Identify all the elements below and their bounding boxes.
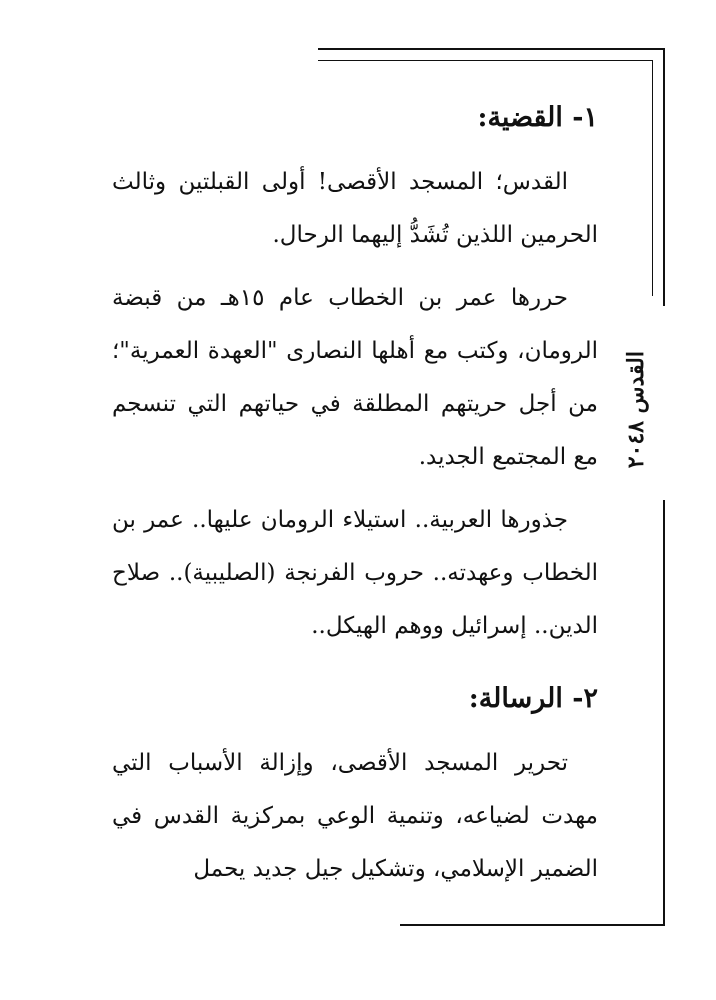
page-body — [112, 98, 598, 896]
section-1-heading: ١- القضية: — [477, 102, 598, 133]
section-1-paragraph-2: حررها عمر بن الخطاب عام ١٥هـ من قبضة الرومان، وكتب مع أهلها النصارى "العهدة العمرية"؛ من أجل حريتهم المطلقة في حياتهم التي تنسجم مع المجتمع الجديد. — [112, 285, 598, 470]
section-1-paragraph-1: القدس؛ المسجد الأقصى! أولى القبلتين وثالث الحرمين اللذين تُشَدُّ إليهما الرحال. — [112, 169, 598, 248]
frame-right-inner — [652, 60, 653, 296]
frame-top-outer — [318, 48, 665, 50]
section-2-heading: ٢- الرسالة: — [468, 683, 598, 714]
section-1-paragraph-3: جذورها العربية.. استيلاء الرومان عليها.. عمر بن الخطاب وعهدته.. حروب الفرنجة (الصليبية).. صلاح الدين.. إسرائيل ووهم الهيكل.. — [112, 507, 598, 639]
running-header-text: القدس ٢٠٤٨ — [623, 351, 649, 469]
frame-bottom-outer — [400, 924, 665, 926]
frame-right-lower-outer — [663, 500, 665, 925]
frame-right-outer — [663, 48, 665, 306]
section-2-paragraph-1: تحرير المسجد الأقصى، وإزالة الأسباب التي مهدت لضياعه، وتنمية الوعي بمركزية القدس في الضمير الإسلامي، وتشكيل جيل جديد يحمل — [112, 750, 598, 882]
running-header — [606, 340, 666, 480]
frame-top-inner — [318, 60, 653, 61]
